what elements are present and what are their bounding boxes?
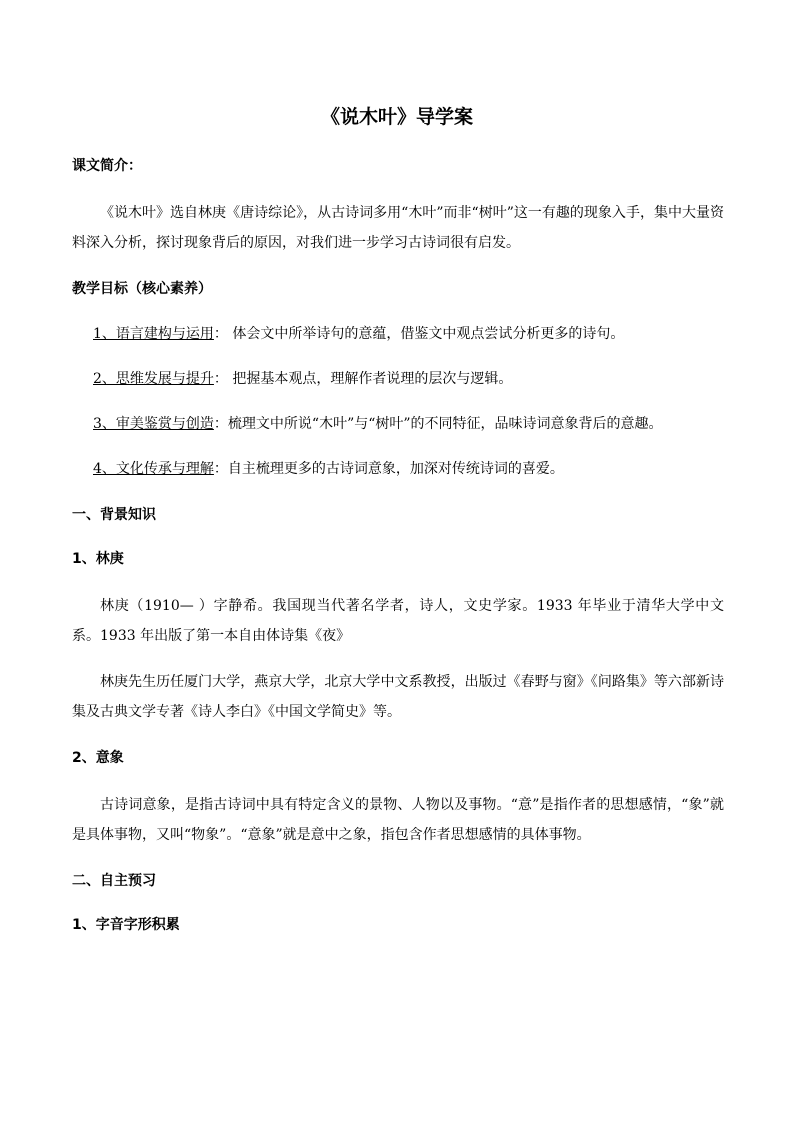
- goal-text: 自主梳理更多的古诗词意象，加深对传统诗词的喜爱。: [227, 461, 564, 477]
- section1-sub1-heading: 1、林庚: [72, 551, 124, 567]
- section1-heading: 一、背景知识: [72, 507, 156, 523]
- goal-text: 体会文中所举诗句的意蕴，借鉴文中观点尝试分析更多的诗句。: [227, 326, 625, 342]
- linggeng-paragraph-1: 林庚（1910— ）字静希。我国现当代著名学者，诗人，文史学家。1933 年毕业于清华大学中文系。1933 年出版了第一本自由体诗集《夜》: [72, 598, 724, 644]
- goal-separator: ：: [213, 371, 228, 387]
- goal-item-3: [93, 414, 733, 434]
- imagery-paragraph: 古诗词意象，是指古诗词中具有特定含义的景物、人物以及事物。“意”是指作者的思想感情，“象”就是具体事物，又叫“物象”。“意象”就是意中之象，指包含作者思想感情的具体事物。: [72, 797, 724, 843]
- goal-text: 把握基本观点，理解作者说理的层次与逻辑。: [227, 371, 513, 387]
- goal-text: 梳理文中所说“木叶”与“树叶”的不同特征，品味诗词意象背后的意趣。: [227, 416, 663, 432]
- goal-label: 3、审美鉴赏与创造: [93, 416, 214, 432]
- goal-separator: ：: [213, 326, 228, 342]
- document-title: 《说木叶》导学案: [320, 106, 473, 128]
- goal-label: 2、思维发展与提升: [93, 371, 214, 387]
- goal-label: 1、语言建构与运用: [93, 326, 214, 342]
- goal-item-2: [93, 369, 733, 389]
- section2-heading: 二、自主预习: [72, 873, 156, 889]
- goal-item-4: [93, 459, 733, 479]
- section2-sub1-heading: 1、字音字形积累: [72, 917, 180, 933]
- goals-heading: 教学目标（核心素养）: [72, 281, 212, 297]
- goal-label: 4、文化传承与理解: [93, 461, 214, 477]
- intro-heading: 课文简介：: [72, 158, 142, 174]
- linggeng-paragraph-2: 林庚先生历任厦门大学，燕京大学，北京大学中文系教授，出版过《春野与窗》《问路集》等六部新诗集及古典文学专著《诗人李白》《中国文学简史》等。: [72, 674, 724, 720]
- intro-paragraph: 《说木叶》选自林庚《唐诗综论》，从古诗词多用“木叶”而非“树叶”这一有趣的现象入手，集中大量资料深入分析，探讨现象背后的原因，对我们进一步学习古诗词很有启发。: [72, 205, 724, 251]
- goal-separator: ：: [213, 416, 228, 432]
- goal-separator: ：: [213, 461, 228, 477]
- goal-item-1: [93, 324, 733, 344]
- section1-sub2-heading: 2、意象: [72, 750, 124, 766]
